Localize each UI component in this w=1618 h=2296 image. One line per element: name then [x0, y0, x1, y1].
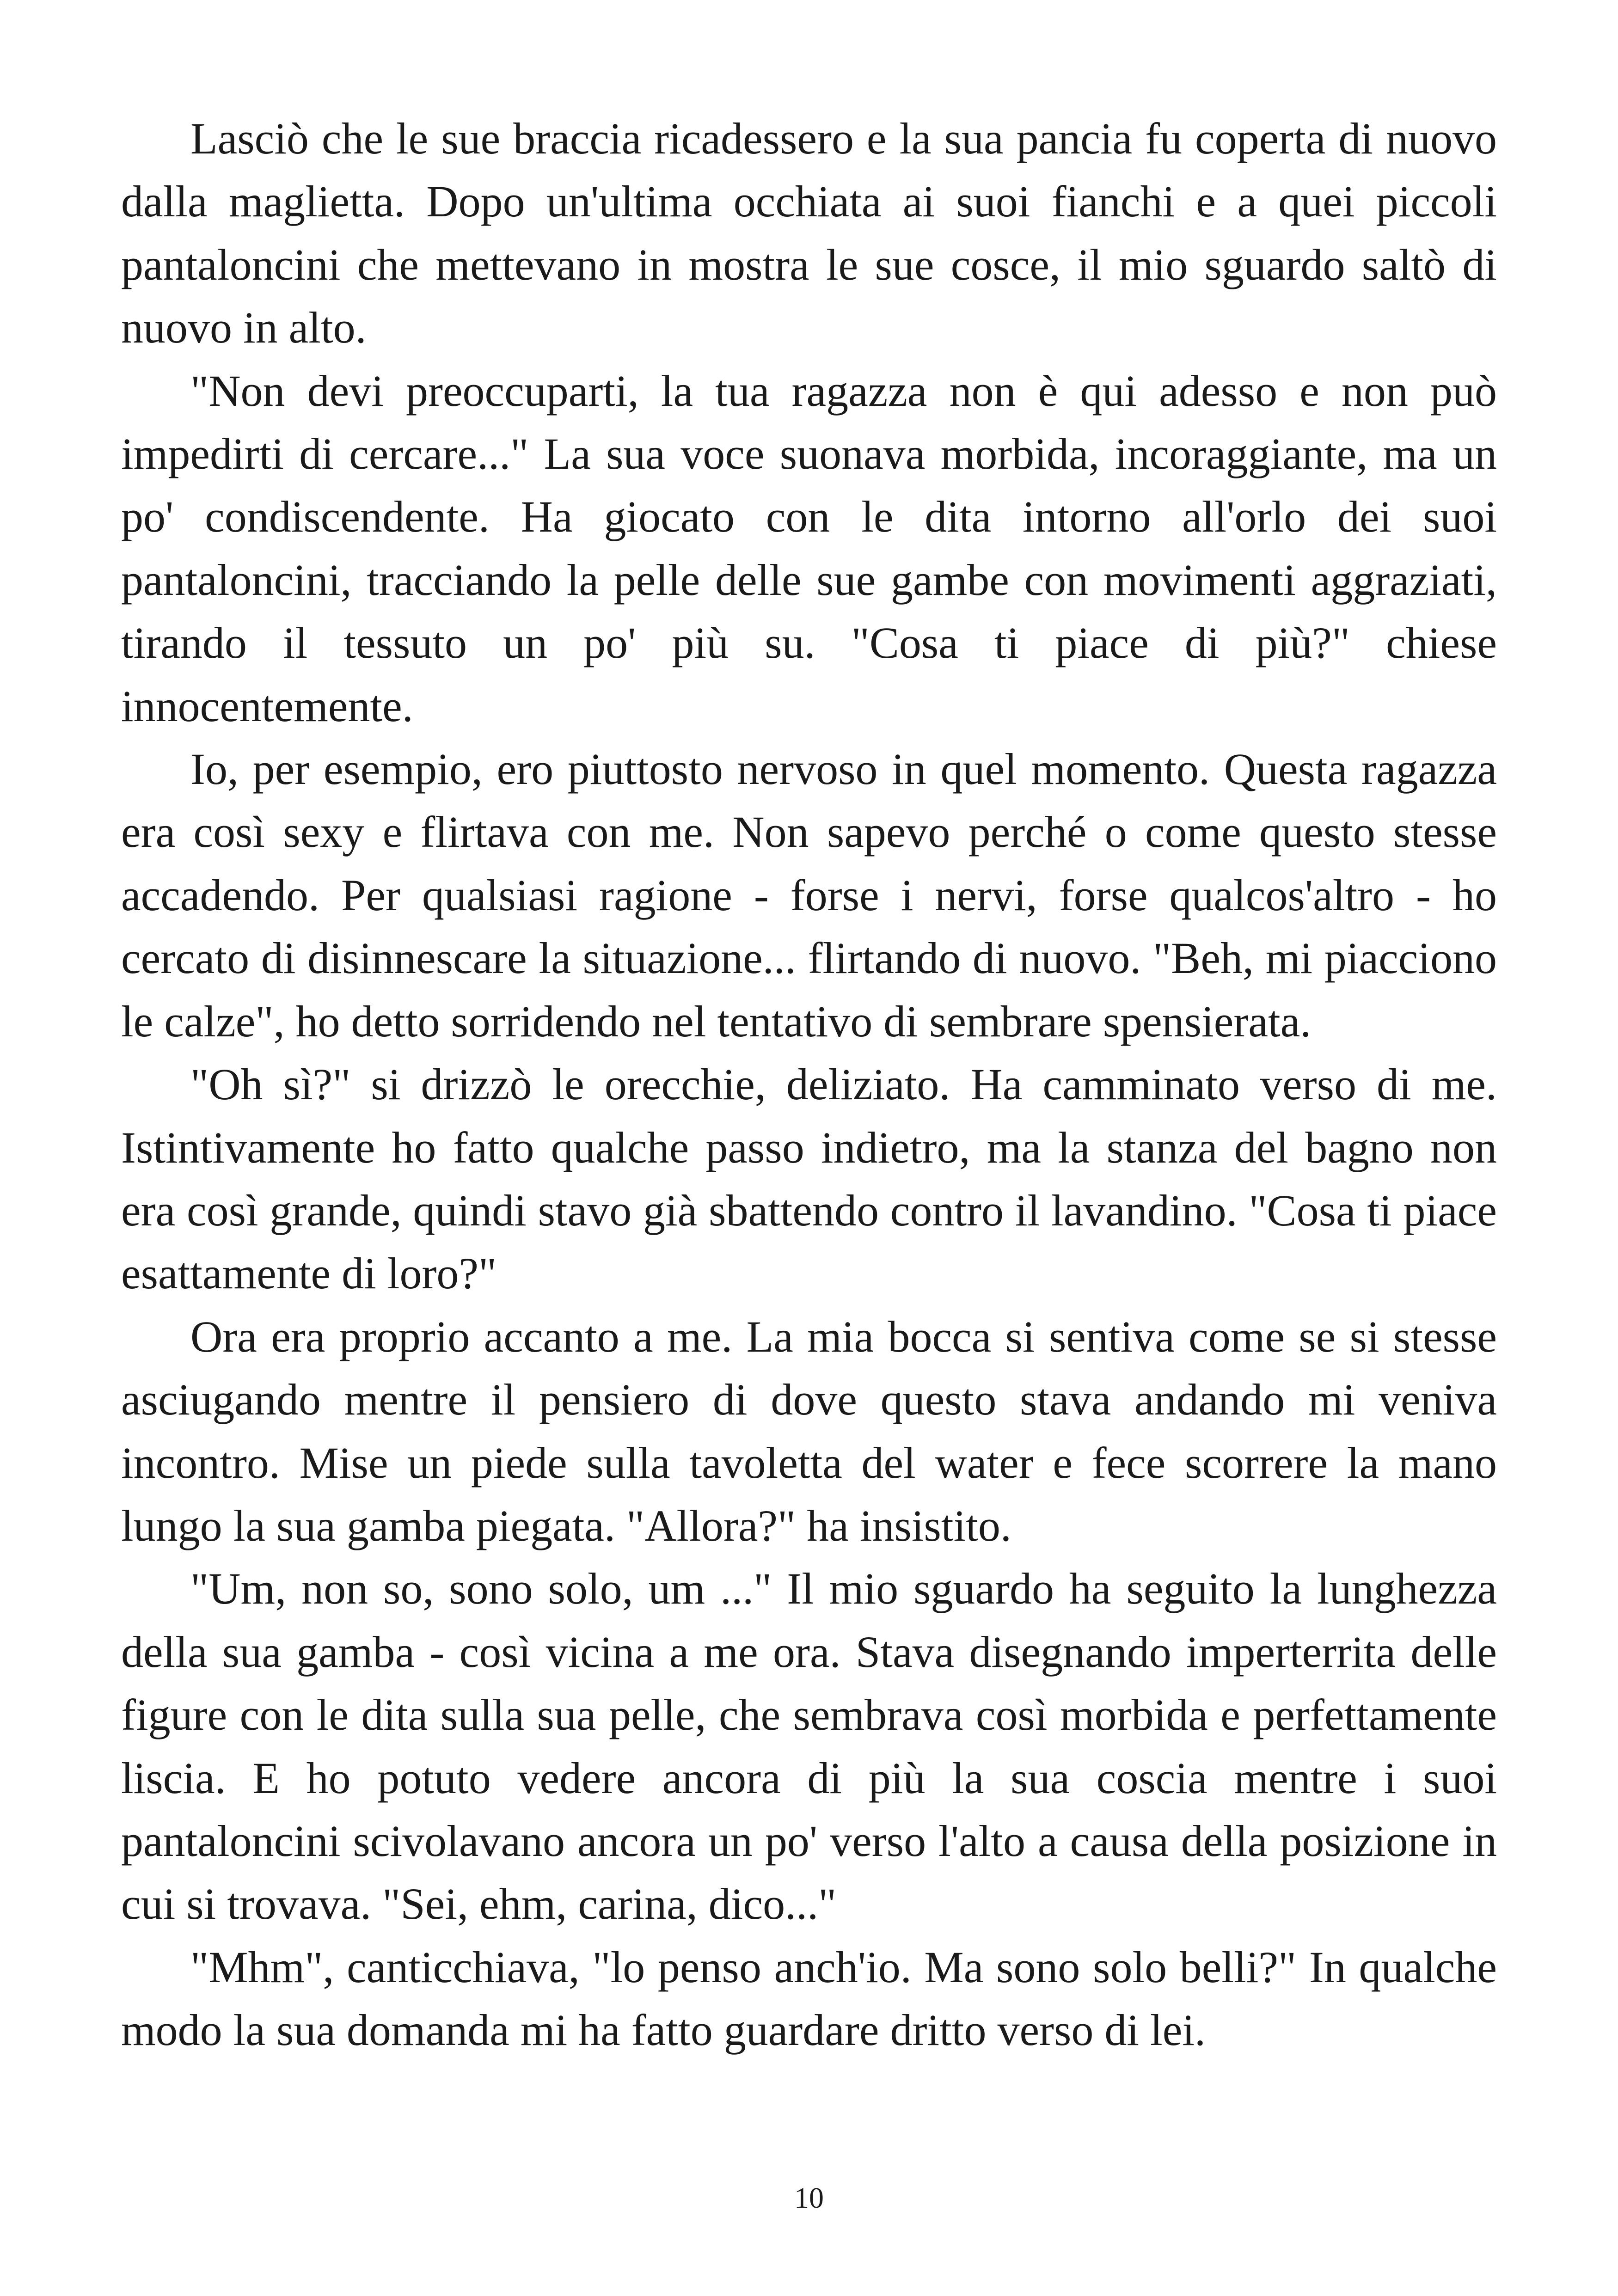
body-text — [121, 107, 1497, 2062]
paragraph: Lasciò che le sue braccia ricadessero e la sua pancia fu coperta di nuovo dalla maglietta. Dopo un'ultima occhiata ai suoi fianchi e a quei piccoli pantaloncini che mettevano in mostra le sue cosce, il mio sguardo saltò di nuovo in alto. — [121, 114, 1497, 353]
paragraph: Io, per esempio, ero piuttosto nervoso in quel momento. Questa ragazza era così sexy e flirtava con me. Non sapevo perché o come questo stesse accadendo. Per qualsiasi ragione - forse i nervi, forse qualcos'altro - ho cercato di disinnescare la situazione... flirtando di nuovo. "Beh, mi piacciono le calze", ho detto sorridendo nel tentativo di sembrare spensierata. — [121, 744, 1497, 1046]
page-number: 10 — [794, 2181, 824, 2214]
paragraph: Ora era proprio accanto a me. La mia bocca si sentiva come se si stesse asciugando mentre il pensiero di dove questo stava andando mi veniva incontro. Mise un piede sulla tavoletta del water e fece scorrere la mano lungo la sua gamba piegata. "Allora?" ha insistito. — [121, 1311, 1497, 1550]
paragraph: "Mhm", canticchiava, "lo penso anch'io. Ma sono solo belli?" In qualche modo la sua domanda mi ha fatto guardare dritto verso di lei. — [121, 1942, 1497, 2055]
paragraph: "Oh sì?" si drizzò le orecchie, deliziato. Ha camminato verso di me. Istintivamente ho fatto qualche passo indietro, ma la stanza del bagno non era così grande, quindi stavo già sbattendo contro il lavandino. "Cosa ti piace esattamente di loro?" — [121, 1059, 1497, 1298]
paragraph: "Um, non so, sono solo, um ..." Il mio sguardo ha seguito la lunghezza della sua gamba - così vicina a me ora. Stava disegnando imperterrita delle figure con le dita sulla sua pelle, che sembrava così morbida e perfettamente liscia. E ho potuto vedere ancora di più la sua coscia mentre i suoi pantaloncini scivolavano ancora un po' verso l'alto a causa della posizione in cui si trovava. "Sei, ehm, carina, dico..." — [121, 1564, 1497, 1929]
paragraph: "Non devi preoccuparti, la tua ragazza non è qui adesso e non può impedirti di cercare..." La sua voce suonava morbida, incoraggiante, ma un po' condiscendente. Ha giocato con le dita intorno all'orlo dei suoi pantaloncini, tracciando la pelle delle sue gambe con movimenti aggraziati, tirando il tessuto un po' più su. "Cosa ti piace di più?" chiese innocentemente. — [121, 366, 1497, 731]
